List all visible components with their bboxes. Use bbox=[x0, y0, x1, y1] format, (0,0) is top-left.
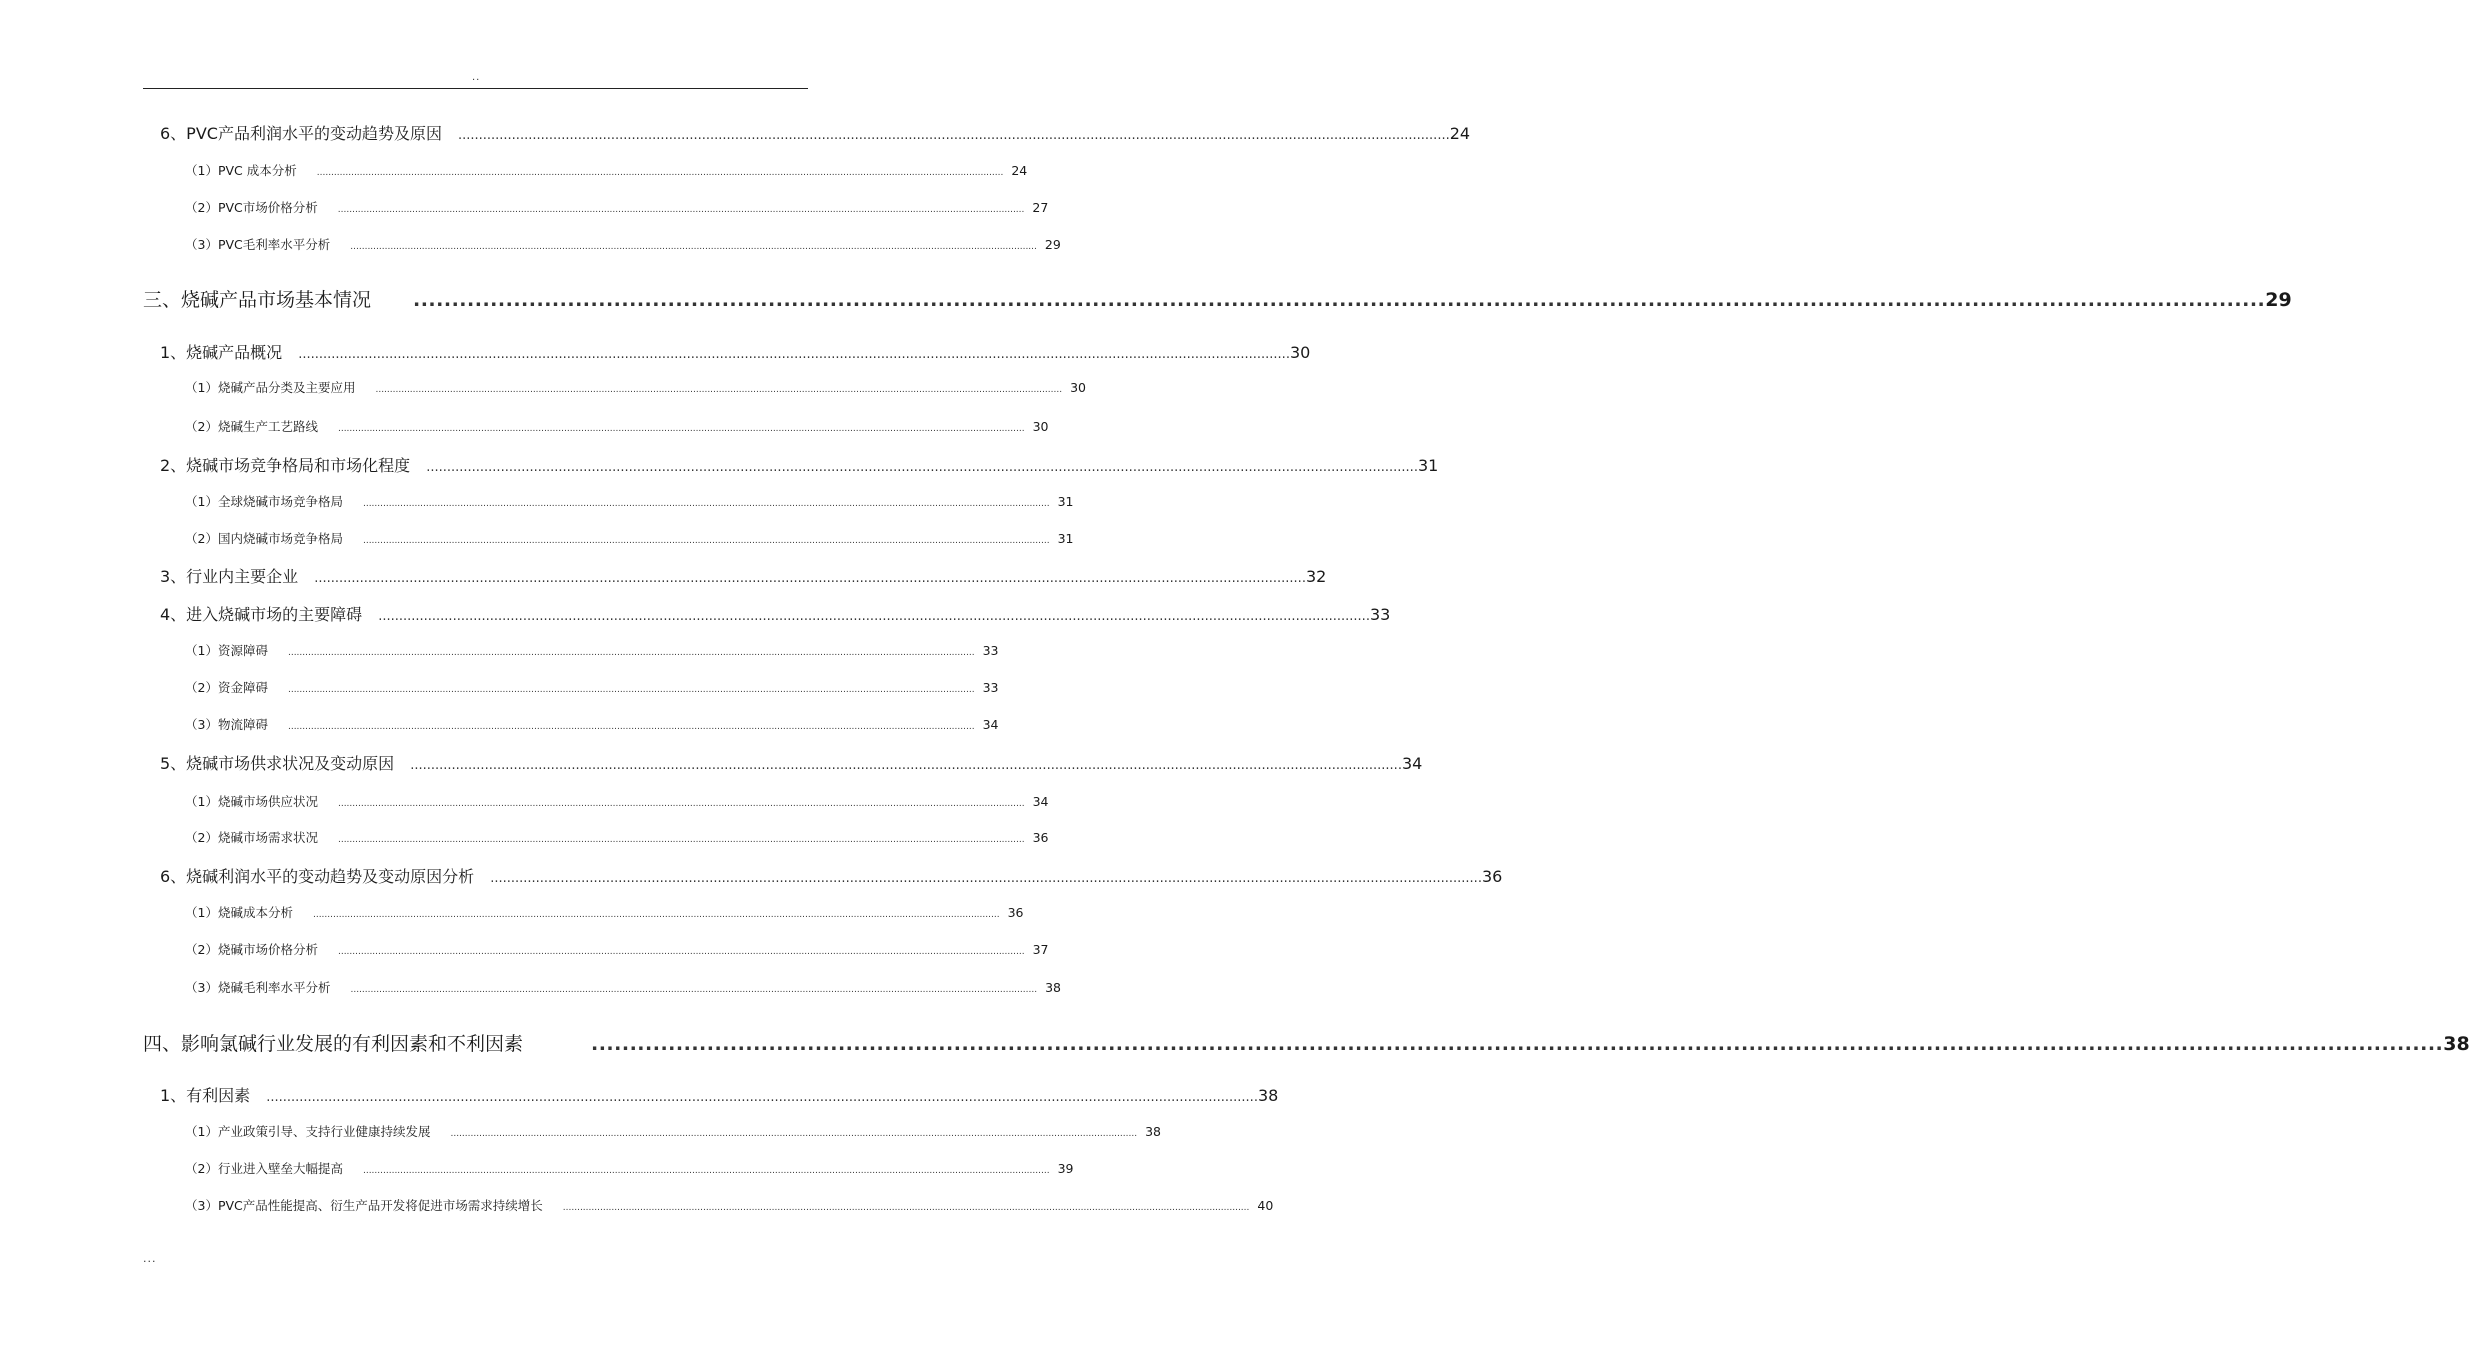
toc-entry-title: 1、烧碱产品概况 bbox=[160, 343, 283, 362]
toc-entry[interactable] bbox=[160, 343, 1311, 362]
toc-entry-page: 36 bbox=[1481, 867, 1503, 886]
toc-entry-page: 34 bbox=[1032, 794, 1049, 809]
toc-entry[interactable] bbox=[160, 867, 1503, 886]
toc-leader-dots: ................................................................................................................................................................................................................................................ bbox=[375, 385, 1063, 395]
toc-leader-dots: ................................................................................................................................................................................................................................................ bbox=[350, 242, 1037, 252]
header-mark: .. bbox=[472, 72, 481, 83]
toc-leader-dots: ................................................................................................................................................................................................................................................ bbox=[591, 1033, 2444, 1055]
toc-entry[interactable] bbox=[185, 794, 1049, 809]
toc-entry[interactable] bbox=[185, 1124, 1161, 1139]
toc-leader-dots: ................................................................................................................................................................................................................................................ bbox=[337, 835, 1025, 845]
toc-entry-title: （3）PVC毛利率水平分析 bbox=[185, 237, 331, 252]
toc-leader-dots: ................................................................................................................................................................................................................................................ bbox=[378, 609, 1370, 624]
toc-entry-title: （3）PVC产品性能提高、衍生产品开发将促进市场需求持续增长 bbox=[185, 1198, 543, 1213]
toc-leader-dots: ................................................................................................................................................................................................................................................ bbox=[337, 947, 1025, 957]
toc-entry-title: （1）资源障碍 bbox=[185, 643, 268, 658]
toc-entry-page: 30 bbox=[1289, 343, 1311, 362]
toc-entry-page: 24 bbox=[1449, 124, 1471, 143]
toc-entry[interactable] bbox=[160, 567, 1327, 586]
toc-entry[interactable] bbox=[185, 1198, 1274, 1213]
toc-entry-title: （1）PVC 成本分析 bbox=[185, 163, 297, 178]
toc-entry-title: （3）烧碱毛利率水平分析 bbox=[185, 980, 331, 995]
toc-entry[interactable] bbox=[185, 1161, 1074, 1176]
toc-entry-page: 34 bbox=[982, 717, 999, 732]
toc-entry-page: 33 bbox=[1369, 605, 1391, 624]
toc-entry-page: 31 bbox=[1057, 531, 1074, 546]
toc-entry-page: 36 bbox=[1032, 830, 1049, 845]
toc-entry[interactable] bbox=[185, 419, 1049, 434]
toc-entry-page: 31 bbox=[1417, 456, 1439, 475]
toc-entry-page: 27 bbox=[1032, 200, 1049, 215]
toc-leader-dots: ................................................................................................................................................................................................................................................ bbox=[362, 1166, 1050, 1176]
toc-entry-page: 33 bbox=[982, 680, 999, 695]
toc-entry-title: （1）产业政策引导、支持行业健康持续发展 bbox=[185, 1124, 431, 1139]
toc-entry-page: 37 bbox=[1032, 942, 1049, 957]
toc-leader-dots: ................................................................................................................................................................................................................................................ bbox=[562, 1203, 1250, 1213]
toc-entry-page: 39 bbox=[1057, 1161, 1074, 1176]
toc-leader-dots: ................................................................................................................................................................................................................................................ bbox=[350, 985, 1038, 995]
toc-leader-dots: ................................................................................................................................................................................................................................................ bbox=[287, 685, 975, 695]
toc-entry-title: （2）资金障碍 bbox=[185, 680, 268, 695]
toc-entry-page: 32 bbox=[1305, 567, 1327, 586]
toc-leader-dots: ................................................................................................................................................................................................................................................ bbox=[490, 871, 1482, 886]
toc-entry-page: 38 bbox=[1257, 1086, 1279, 1105]
toc-entry-title: （2）烧碱生产工艺路线 bbox=[185, 419, 318, 434]
toc-entry[interactable] bbox=[185, 494, 1074, 509]
toc-leader-dots: ................................................................................................................................................................................................................................................ bbox=[426, 460, 1418, 475]
toc-entry[interactable] bbox=[160, 1086, 1279, 1105]
toc-entry-title: 2、烧碱市场竞争格局和市场化程度 bbox=[160, 456, 411, 475]
toc-entry-page: 38 bbox=[1045, 980, 1061, 995]
toc-entry[interactable] bbox=[185, 200, 1049, 215]
toc-leader-dots: ................................................................................................................................................................................................................................................ bbox=[410, 758, 1402, 773]
toc-leader-dots: ................................................................................................................................................................................................................................................ bbox=[337, 205, 1025, 215]
toc-entry-title: （2）烧碱市场价格分析 bbox=[185, 942, 318, 957]
toc-entry-title: 6、烧碱利润水平的变动趋势及变动原因分析 bbox=[160, 867, 475, 886]
toc-entry-page: 24 bbox=[1011, 163, 1028, 178]
toc-entry[interactable] bbox=[160, 124, 1471, 143]
toc-entry[interactable] bbox=[160, 605, 1391, 624]
toc-entry[interactable] bbox=[185, 237, 1061, 252]
header-rule bbox=[143, 88, 808, 89]
toc-leader-dots: ................................................................................................................................................................................................................................................ bbox=[287, 722, 975, 732]
toc-entry-title: 3、行业内主要企业 bbox=[160, 567, 299, 586]
toc-entry[interactable] bbox=[185, 717, 999, 732]
toc-entry[interactable] bbox=[185, 680, 999, 695]
toc-entry-title: 四、影响氯碱行业发展的有利因素和不利因素 bbox=[143, 1033, 524, 1055]
toc-entry-title: （1）全球烧碱市场竞争格局 bbox=[185, 494, 343, 509]
toc-entry-title: 4、进入烧碱市场的主要障碍 bbox=[160, 605, 363, 624]
toc-entry[interactable] bbox=[185, 643, 999, 658]
toc-entry-page: 29 bbox=[2265, 289, 2292, 311]
toc-leader-dots: ................................................................................................................................................................................................................................................ bbox=[413, 289, 2266, 311]
toc-leader-dots: ................................................................................................................................................................................................................................................ bbox=[362, 536, 1050, 546]
toc-entry-title: （1）烧碱产品分类及主要应用 bbox=[185, 380, 356, 395]
toc-entry-title: 1、有利因素 bbox=[160, 1086, 251, 1105]
toc-entry-title: （2）国内烧碱市场竞争格局 bbox=[185, 531, 343, 546]
toc-leader-dots: ................................................................................................................................................................................................................................................ bbox=[337, 424, 1025, 434]
footer-mark: ... bbox=[143, 1252, 157, 1265]
toc-entry[interactable] bbox=[185, 980, 1061, 995]
toc-entry-title: 5、烧碱市场供求状况及变动原因 bbox=[160, 754, 395, 773]
toc-entry[interactable] bbox=[185, 380, 1086, 395]
toc-entry-page: 38 bbox=[2443, 1033, 2470, 1055]
toc-leader-dots: ................................................................................................................................................................................................................................................ bbox=[362, 499, 1050, 509]
toc-entry-page: 40 bbox=[1257, 1198, 1274, 1213]
toc-leader-dots: ................................................................................................................................................................................................................................................ bbox=[316, 168, 1004, 178]
toc-entry[interactable] bbox=[143, 289, 2292, 311]
toc-leader-dots: ................................................................................................................................................................................................................................................ bbox=[298, 347, 1290, 362]
toc-entry[interactable] bbox=[185, 163, 1028, 178]
toc-entry-title: （1）烧碱成本分析 bbox=[185, 905, 293, 920]
toc-entry-page: 30 bbox=[1032, 419, 1049, 434]
toc-entry[interactable] bbox=[185, 942, 1049, 957]
toc-entry-title: （3）物流障碍 bbox=[185, 717, 268, 732]
toc-entry-page: 29 bbox=[1044, 237, 1061, 252]
toc-entry-title: 三、烧碱产品市场基本情况 bbox=[143, 289, 372, 311]
toc-leader-dots: ................................................................................................................................................................................................................................................ bbox=[312, 910, 1000, 920]
toc-entry-page: 38 bbox=[1145, 1124, 1161, 1139]
toc-leader-dots: ................................................................................................................................................................................................................................................ bbox=[266, 1090, 1258, 1105]
toc-entry[interactable] bbox=[185, 905, 1024, 920]
toc-entry-title: （2）行业进入壁垒大幅提高 bbox=[185, 1161, 343, 1176]
toc-entry-title: （1）烧碱市场供应状况 bbox=[185, 794, 318, 809]
toc-leader-dots: ................................................................................................................................................................................................................................................ bbox=[457, 128, 1450, 143]
toc-entry[interactable] bbox=[143, 1033, 2470, 1055]
toc-leader-dots: ................................................................................................................................................................................................................................................ bbox=[287, 648, 975, 658]
toc-entry-page: 36 bbox=[1007, 905, 1024, 920]
toc-entry[interactable] bbox=[160, 456, 1439, 475]
toc-entry-page: 33 bbox=[982, 643, 999, 658]
toc-entry-page: 31 bbox=[1057, 494, 1074, 509]
toc-leader-dots: ................................................................................................................................................................................................................................................ bbox=[314, 571, 1306, 586]
toc-entry[interactable] bbox=[160, 754, 1423, 773]
toc-entry-title: （2）烧碱市场需求状况 bbox=[185, 830, 318, 845]
toc-leader-dots: ................................................................................................................................................................................................................................................ bbox=[450, 1129, 1138, 1139]
toc-entry-page: 30 bbox=[1070, 380, 1086, 395]
toc-entry-page: 34 bbox=[1401, 754, 1423, 773]
toc-entry-title: 6、PVC产品利润水平的变动趋势及原因 bbox=[160, 124, 442, 143]
toc-leader-dots: ................................................................................................................................................................................................................................................ bbox=[337, 799, 1025, 809]
toc-entry-title: （2）PVC市场价格分析 bbox=[185, 200, 318, 215]
toc-entry[interactable] bbox=[185, 531, 1074, 546]
toc-entry[interactable] bbox=[185, 830, 1049, 845]
